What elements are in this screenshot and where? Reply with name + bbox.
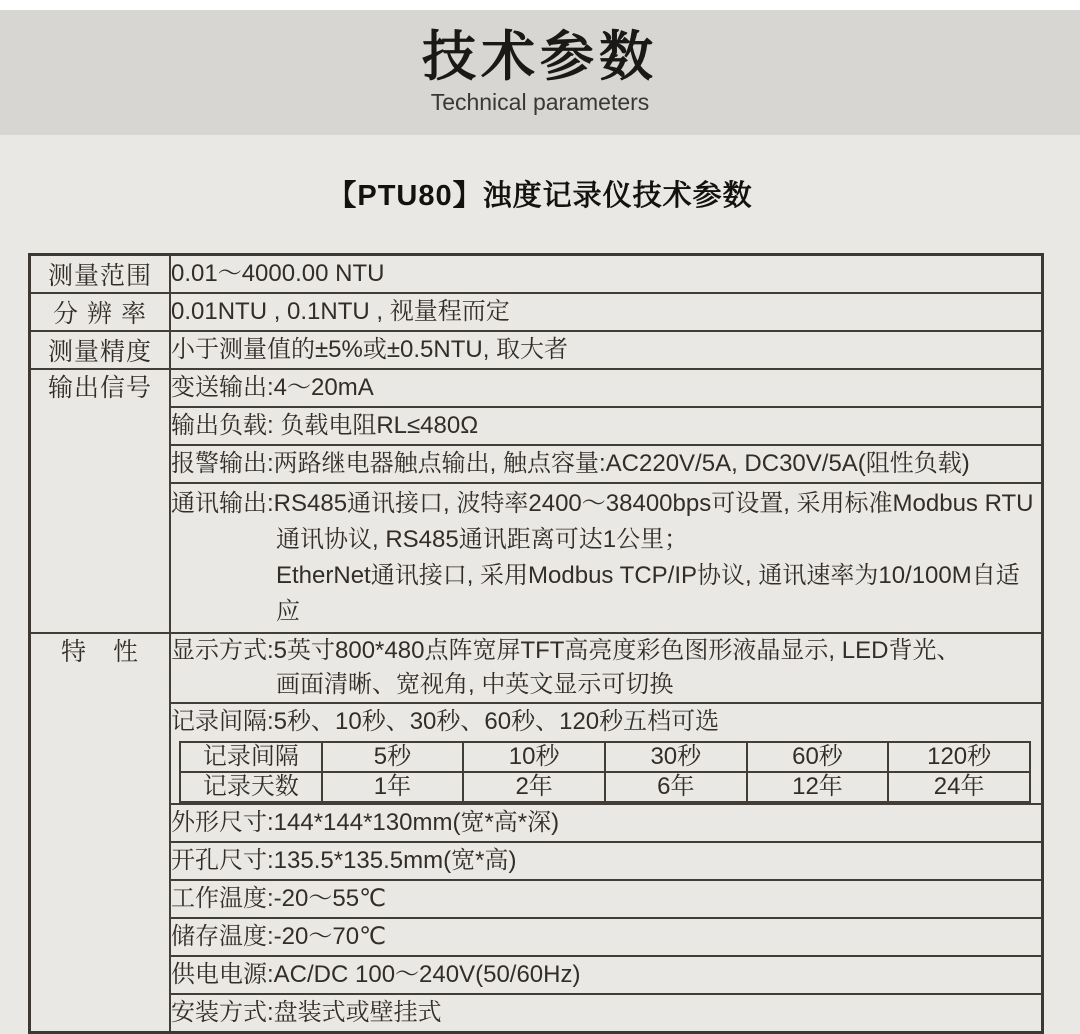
- comm-line-1: 通讯输出:RS485通讯接口, 波特率2400～38400bps可设置, 采用标准Modbus RTU: [171, 490, 1034, 517]
- row-value-display: [170, 633, 1043, 703]
- display-line-1: 显示方式:5英寸800*480点阵宽屏TFT高亮度彩色图形液晶显示, LED背光、: [171, 637, 961, 664]
- row-value: 储存温度:-20～70℃: [170, 918, 1043, 956]
- table-row-output-comm: [30, 483, 1043, 633]
- table-row-measure-range: [30, 255, 1043, 294]
- table-row-mounting: [30, 994, 1043, 1033]
- row-value: 供电电源:AC/DC 100～240V(50/60Hz): [170, 956, 1043, 994]
- record-cell-header: 记录间隔: [180, 742, 322, 772]
- table-row-record-interval: [30, 703, 1043, 804]
- row-value: 小于测量值的±5%或±0.5NTU, 取大者: [170, 331, 1043, 369]
- row-label: 分 辨 率: [30, 293, 171, 331]
- row-value-comm: [170, 483, 1043, 633]
- record-interval-row: [180, 742, 1030, 772]
- row-label-output-signal: 输出信号: [30, 369, 171, 633]
- display-line-2: 画面清晰、宽视角, 中英文显示可切换: [276, 671, 674, 698]
- record-cell-value: 12年: [747, 772, 889, 802]
- comm-line-2: 通讯协议, RS485通讯距离可达1公里；: [276, 526, 689, 553]
- row-value: 安装方式:盘装式或壁挂式: [170, 994, 1043, 1033]
- table-row-working-temp: [30, 880, 1043, 918]
- table-row-output-load: [30, 407, 1043, 445]
- record-cell-value: 30秒: [605, 742, 747, 772]
- row-label: 测量范围: [30, 255, 171, 294]
- section-title: 【PTU80】浊度记录仪技术参数: [327, 180, 753, 212]
- table-row-dimensions: [30, 804, 1043, 842]
- record-cell-value: 5秒: [322, 742, 464, 772]
- top-white-strip: [0, 0, 1080, 10]
- record-cell: [170, 703, 1043, 804]
- record-cell-value: 60秒: [747, 742, 889, 772]
- row-value: 报警输出:两路继电器触点输出, 触点容量:AC220V/5A, DC30V/5A(阻性负载): [170, 445, 1043, 483]
- row-value: 外形尺寸:144*144*130mm(宽*高*深): [170, 804, 1043, 842]
- table-row-cutout: [30, 842, 1043, 880]
- row-value: 0.01NTU , 0.1NTU , 视量程而定: [170, 293, 1043, 331]
- table-row-resolution: [30, 293, 1043, 331]
- record-cell-value: 1年: [322, 772, 464, 802]
- comm-line-3: EtherNet通讯接口, 采用Modbus TCP/IP协议, 通讯速率为10/100M自适应: [276, 562, 1020, 625]
- spec-table: [28, 253, 1044, 1034]
- row-value: 工作温度:-20～55℃: [170, 880, 1043, 918]
- row-label-features: 特 性: [30, 633, 171, 1033]
- banner-title: 技术参数: [422, 27, 658, 87]
- header-banner: [0, 10, 1080, 135]
- record-cell-value: 10秒: [463, 742, 605, 772]
- record-table: [179, 741, 1031, 803]
- row-value: 输出负载: 负载电阻RL≤480Ω: [170, 407, 1043, 445]
- table-row-display-mode: [30, 633, 1043, 703]
- table-row-accuracy: [30, 331, 1043, 369]
- record-cell-value: 24年: [888, 772, 1030, 802]
- record-interval-note: 记录间隔:5秒、10秒、30秒、60秒、120秒五档可选: [171, 708, 720, 735]
- row-label: 测量精度: [30, 331, 171, 369]
- row-value: 0.01～4000.00 NTU: [170, 255, 1043, 294]
- table-row-power: [30, 956, 1043, 994]
- record-cell-value: 2年: [463, 772, 605, 802]
- row-value: 变送输出:4～20mA: [170, 369, 1043, 407]
- table-row-output-transmit: [30, 369, 1043, 407]
- banner-subtitle: Technical parameters: [430, 89, 650, 115]
- record-cell-value: 120秒: [888, 742, 1030, 772]
- record-cell-value: 6年: [605, 772, 747, 802]
- record-cell-header: 记录天数: [180, 772, 322, 802]
- table-row-output-alarm: [30, 445, 1043, 483]
- record-days-row: [180, 772, 1030, 802]
- table-row-storage-temp: [30, 918, 1043, 956]
- row-value: 开孔尺寸:135.5*135.5mm(宽*高): [170, 842, 1043, 880]
